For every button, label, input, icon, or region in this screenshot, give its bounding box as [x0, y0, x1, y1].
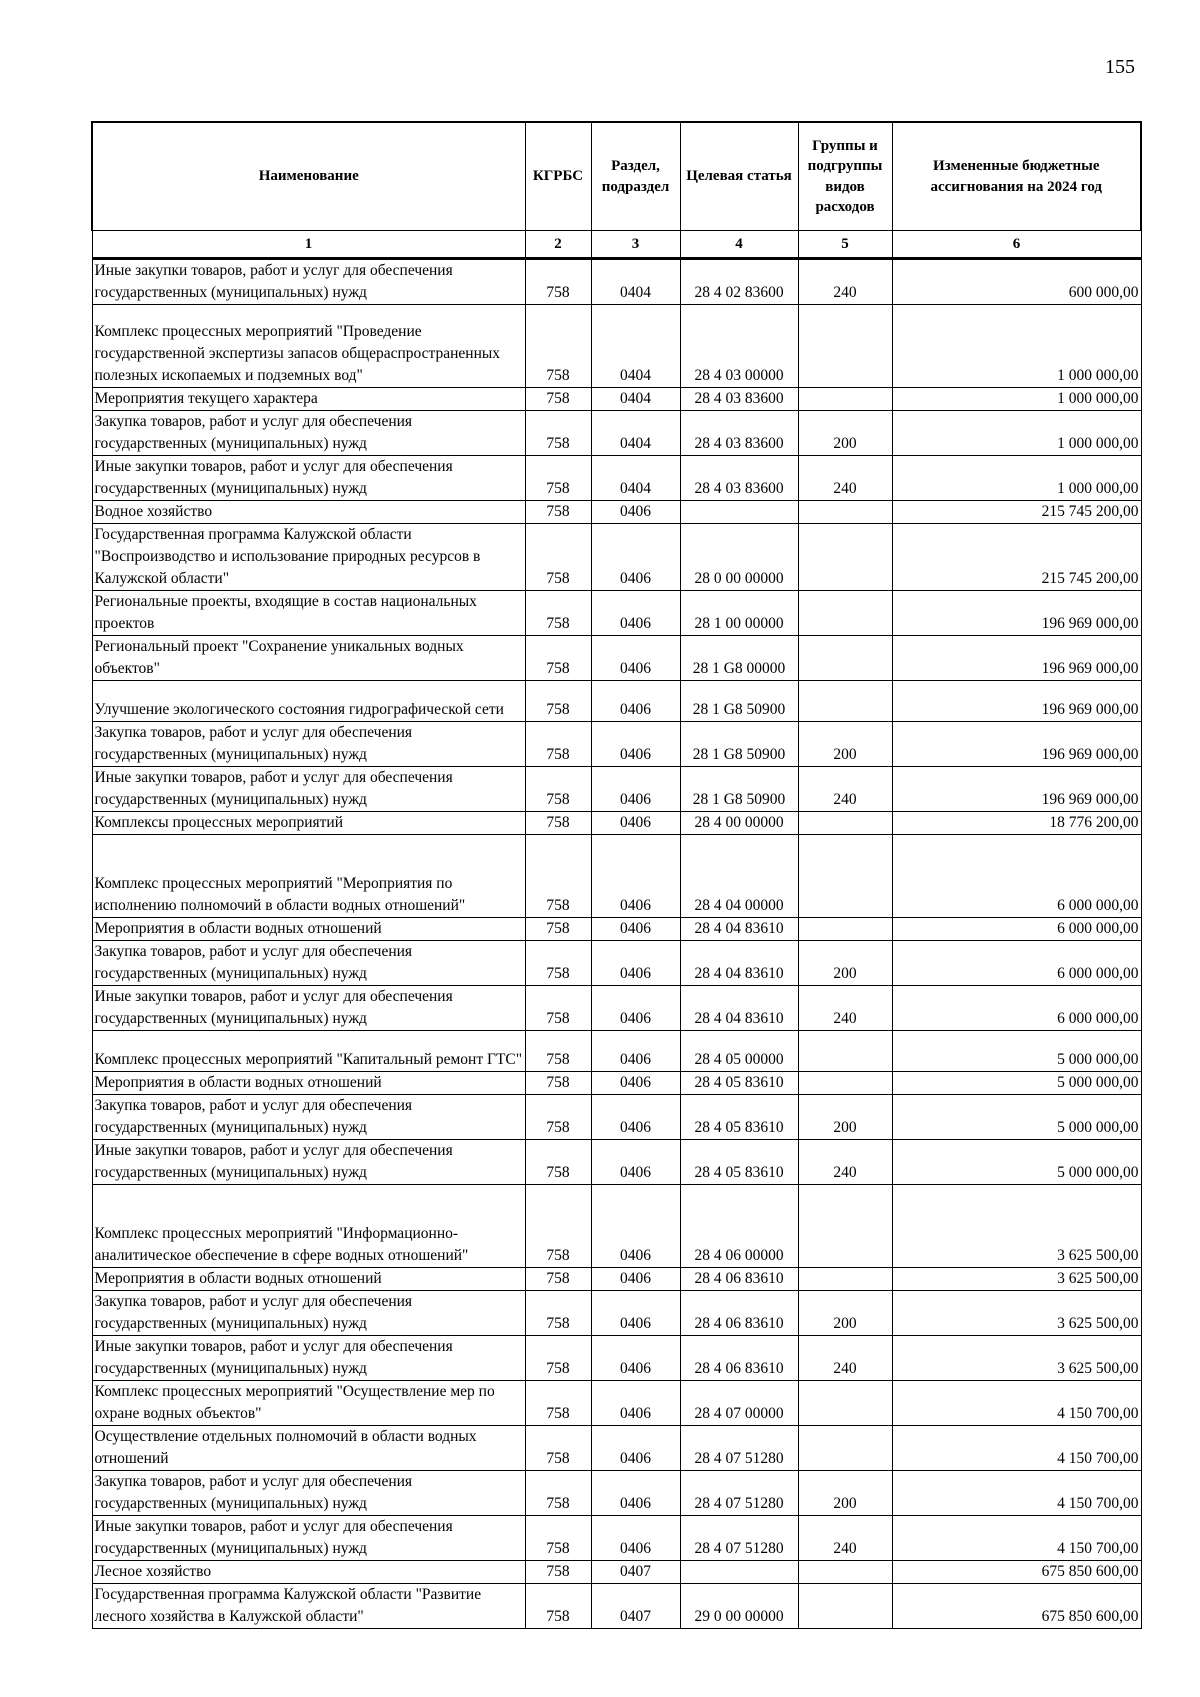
row-section: 0406 — [591, 1471, 680, 1516]
row-amount: 196 969 000,00 — [892, 767, 1141, 812]
row-target: 28 4 03 83600 — [680, 388, 798, 411]
row-name: Комплекс процессных мероприятий "Мероприятия по исполнению полномочий в области водных отношений" — [92, 835, 525, 918]
row-target: 28 4 04 83610 — [680, 986, 798, 1031]
column-number: 5 — [798, 231, 892, 259]
table-row — [92, 1584, 1141, 1629]
row-group — [798, 1561, 892, 1584]
row-amount: 5 000 000,00 — [892, 1140, 1141, 1185]
row-section: 0404 — [591, 456, 680, 501]
row-name: Закупка товаров, работ и услуг для обеспечения государственных (муниципальных) нужд — [92, 941, 525, 986]
row-kgrbs: 758 — [525, 767, 591, 812]
table-body — [92, 259, 1141, 1629]
row-name: Иные закупки товаров, работ и услуг для обеспечения государственных (муниципальных) нужд — [92, 767, 525, 812]
row-amount: 6 000 000,00 — [892, 941, 1141, 986]
row-section: 0406 — [591, 1381, 680, 1426]
row-section: 0406 — [591, 1516, 680, 1561]
row-section: 0404 — [591, 305, 680, 388]
row-name: Государственная программа Калужской области "Воспроизводство и использование природных ресурсов в Калужской области" — [92, 524, 525, 591]
row-name: Комплекс процессных мероприятий "Информационно-аналитическое обеспечение в сфере водных отношений" — [92, 1185, 525, 1268]
row-group — [798, 1072, 892, 1095]
row-section: 0406 — [591, 636, 680, 681]
row-name: Мероприятия в области водных отношений — [92, 1072, 525, 1095]
table-row — [92, 591, 1141, 636]
header-row — [92, 122, 1141, 231]
row-kgrbs: 758 — [525, 1185, 591, 1268]
row-amount: 4 150 700,00 — [892, 1471, 1141, 1516]
row-amount: 4 150 700,00 — [892, 1516, 1141, 1561]
row-target: 28 4 05 83610 — [680, 1072, 798, 1095]
row-amount: 4 150 700,00 — [892, 1381, 1141, 1426]
column-number: 6 — [892, 231, 1141, 259]
table-row — [92, 767, 1141, 812]
row-section: 0407 — [591, 1584, 680, 1629]
row-amount: 675 850 600,00 — [892, 1584, 1141, 1629]
row-name: Иные закупки товаров, работ и услуг для обеспечения государственных (муниципальных) нужд — [92, 1516, 525, 1561]
row-kgrbs: 758 — [525, 1095, 591, 1140]
row-group — [798, 524, 892, 591]
column-number: 2 — [525, 231, 591, 259]
row-kgrbs: 758 — [525, 1426, 591, 1471]
table-row — [92, 1471, 1141, 1516]
row-group — [798, 1584, 892, 1629]
row-target: 28 4 07 00000 — [680, 1381, 798, 1426]
row-group — [798, 1031, 892, 1072]
row-kgrbs: 758 — [525, 1140, 591, 1185]
row-name: Региональные проекты, входящие в состав национальных проектов — [92, 591, 525, 636]
row-name: Лесное хозяйство — [92, 1561, 525, 1584]
header-section: Раздел, подраздел — [591, 122, 680, 231]
row-kgrbs: 758 — [525, 1072, 591, 1095]
row-target: 28 4 07 51280 — [680, 1471, 798, 1516]
row-kgrbs: 758 — [525, 501, 591, 524]
row-amount: 1 000 000,00 — [892, 388, 1141, 411]
column-number: 4 — [680, 231, 798, 259]
row-section: 0406 — [591, 1426, 680, 1471]
row-amount: 18 776 200,00 — [892, 812, 1141, 835]
row-section: 0406 — [591, 986, 680, 1031]
row-amount: 196 969 000,00 — [892, 681, 1141, 722]
row-amount: 3 625 500,00 — [892, 1336, 1141, 1381]
row-amount: 196 969 000,00 — [892, 722, 1141, 767]
row-name: Мероприятия текущего характера — [92, 388, 525, 411]
row-section: 0406 — [591, 1185, 680, 1268]
table-row — [92, 1140, 1141, 1185]
row-group — [798, 1381, 892, 1426]
row-group — [798, 681, 892, 722]
row-name: Закупка товаров, работ и услуг для обеспечения государственных (муниципальных) нужд — [92, 1471, 525, 1516]
table-row — [92, 524, 1141, 591]
row-amount: 1 000 000,00 — [892, 305, 1141, 388]
table-row — [92, 986, 1141, 1031]
row-target — [680, 1561, 798, 1584]
row-target: 28 4 06 83610 — [680, 1291, 798, 1336]
row-name: Закупка товаров, работ и услуг для обеспечения государственных (муниципальных) нужд — [92, 411, 525, 456]
row-section: 0406 — [591, 812, 680, 835]
table-row — [92, 941, 1141, 986]
table-row — [92, 918, 1141, 941]
row-target: 28 4 03 83600 — [680, 411, 798, 456]
header-target: Целевая статья — [680, 122, 798, 231]
header-amount: Измененные бюджетные ассигнования на 2024 год — [892, 122, 1141, 231]
row-section: 0404 — [591, 259, 680, 305]
row-kgrbs: 758 — [525, 941, 591, 986]
row-group: 200 — [798, 722, 892, 767]
table-row — [92, 1336, 1141, 1381]
row-section: 0406 — [591, 1031, 680, 1072]
row-section: 0406 — [591, 1291, 680, 1336]
row-amount: 675 850 600,00 — [892, 1561, 1141, 1584]
header-groups: Группы и подгруппы видов расходов — [798, 122, 892, 231]
row-amount: 6 000 000,00 — [892, 835, 1141, 918]
row-name: Комплексы процессных мероприятий — [92, 812, 525, 835]
row-kgrbs: 758 — [525, 1584, 591, 1629]
row-target: 28 1 G8 50900 — [680, 767, 798, 812]
row-name: Иные закупки товаров, работ и услуг для обеспечения государственных (муниципальных) нужд — [92, 986, 525, 1031]
row-group — [798, 1185, 892, 1268]
column-number: 3 — [591, 231, 680, 259]
table-row — [92, 722, 1141, 767]
row-target — [680, 501, 798, 524]
table-row — [92, 1291, 1141, 1336]
row-amount: 5 000 000,00 — [892, 1072, 1141, 1095]
row-section: 0406 — [591, 835, 680, 918]
row-kgrbs: 758 — [525, 1336, 591, 1381]
row-target: 28 4 04 00000 — [680, 835, 798, 918]
row-group — [798, 636, 892, 681]
row-kgrbs: 758 — [525, 1561, 591, 1584]
row-section: 0406 — [591, 591, 680, 636]
row-name: Осуществление отдельных полномочий в области водных отношений — [92, 1426, 525, 1471]
column-number-row — [92, 231, 1141, 259]
row-section: 0406 — [591, 681, 680, 722]
row-amount: 1 000 000,00 — [892, 456, 1141, 501]
table-row — [92, 305, 1141, 388]
table-row — [92, 259, 1141, 305]
row-amount: 196 969 000,00 — [892, 636, 1141, 681]
row-group: 240 — [798, 456, 892, 501]
row-kgrbs: 758 — [525, 636, 591, 681]
row-group: 240 — [798, 1140, 892, 1185]
table-row — [92, 1426, 1141, 1471]
row-group: 240 — [798, 1336, 892, 1381]
budget-table — [91, 121, 1142, 1629]
row-group — [798, 388, 892, 411]
row-group: 240 — [798, 767, 892, 812]
row-name: Закупка товаров, работ и услуг для обеспечения государственных (муниципальных) нужд — [92, 1095, 525, 1140]
row-group: 200 — [798, 1471, 892, 1516]
row-kgrbs: 758 — [525, 986, 591, 1031]
row-target: 28 4 07 51280 — [680, 1426, 798, 1471]
header-kgrbs: КГРБС — [525, 122, 591, 231]
row-group — [798, 1268, 892, 1291]
row-kgrbs: 758 — [525, 835, 591, 918]
table-row — [92, 1031, 1141, 1072]
row-target: 28 4 06 83610 — [680, 1268, 798, 1291]
table-row — [92, 1095, 1141, 1140]
row-kgrbs: 758 — [525, 1381, 591, 1426]
row-name: Комплекс процессных мероприятий "Капитальный ремонт ГТС" — [92, 1031, 525, 1072]
row-amount: 3 625 500,00 — [892, 1185, 1141, 1268]
table-row — [92, 1516, 1141, 1561]
row-kgrbs: 758 — [525, 259, 591, 305]
row-group: 200 — [798, 941, 892, 986]
row-group — [798, 501, 892, 524]
row-target: 28 4 07 51280 — [680, 1516, 798, 1561]
row-amount: 215 745 200,00 — [892, 501, 1141, 524]
row-amount: 196 969 000,00 — [892, 591, 1141, 636]
table-row — [92, 1072, 1141, 1095]
row-section: 0406 — [591, 918, 680, 941]
row-target: 28 4 06 83610 — [680, 1336, 798, 1381]
header-name: Наименование — [92, 122, 525, 231]
row-name: Комплекс процессных мероприятий "Осуществление мер по охране водных объектов" — [92, 1381, 525, 1426]
table-row — [92, 411, 1141, 456]
row-group: 240 — [798, 986, 892, 1031]
row-section: 0406 — [591, 524, 680, 591]
row-target: 28 1 G8 00000 — [680, 636, 798, 681]
row-name: Закупка товаров, работ и услуг для обеспечения государственных (муниципальных) нужд — [92, 1291, 525, 1336]
row-section: 0406 — [591, 767, 680, 812]
table-row — [92, 1268, 1141, 1291]
table-row — [92, 456, 1141, 501]
row-target: 28 1 00 00000 — [680, 591, 798, 636]
row-target: 28 4 05 83610 — [680, 1095, 798, 1140]
row-group — [798, 591, 892, 636]
row-section: 0406 — [591, 1072, 680, 1095]
table-row — [92, 388, 1141, 411]
row-group — [798, 835, 892, 918]
row-group: 200 — [798, 1291, 892, 1336]
row-name: Улучшение экологического состояния гидрографической сети — [92, 681, 525, 722]
row-target: 28 1 G8 50900 — [680, 681, 798, 722]
column-number: 1 — [92, 231, 525, 259]
table-row — [92, 835, 1141, 918]
row-kgrbs: 758 — [525, 722, 591, 767]
row-kgrbs: 758 — [525, 388, 591, 411]
row-group: 240 — [798, 1516, 892, 1561]
row-kgrbs: 758 — [525, 918, 591, 941]
row-kgrbs: 758 — [525, 1516, 591, 1561]
row-target: 28 4 04 83610 — [680, 941, 798, 986]
row-amount: 3 625 500,00 — [892, 1268, 1141, 1291]
page-number: 155 — [1105, 56, 1135, 78]
row-amount: 600 000,00 — [892, 259, 1141, 305]
row-amount: 6 000 000,00 — [892, 918, 1141, 941]
row-amount: 4 150 700,00 — [892, 1426, 1141, 1471]
table-row — [92, 1561, 1141, 1584]
row-section: 0406 — [591, 1095, 680, 1140]
row-kgrbs: 758 — [525, 411, 591, 456]
row-name: Закупка товаров, работ и услуг для обеспечения государственных (муниципальных) нужд — [92, 722, 525, 767]
row-section: 0406 — [591, 1140, 680, 1185]
row-amount: 215 745 200,00 — [892, 524, 1141, 591]
row-name: Комплекс процессных мероприятий "Проведение государственной экспертизы запасов общераспространенных полезных ископаемых и подземных вод" — [92, 305, 525, 388]
row-name: Мероприятия в области водных отношений — [92, 1268, 525, 1291]
row-kgrbs: 758 — [525, 305, 591, 388]
row-kgrbs: 758 — [525, 681, 591, 722]
row-group — [798, 1426, 892, 1471]
table-row — [92, 1381, 1141, 1426]
row-target: 28 4 03 00000 — [680, 305, 798, 388]
row-name: Иные закупки товаров, работ и услуг для обеспечения государственных (муниципальных) нужд — [92, 1140, 525, 1185]
table-row — [92, 1185, 1141, 1268]
row-group — [798, 918, 892, 941]
row-section: 0406 — [591, 722, 680, 767]
table-row — [92, 681, 1141, 722]
row-target: 28 4 05 83610 — [680, 1140, 798, 1185]
row-kgrbs: 758 — [525, 524, 591, 591]
row-target: 29 0 00 00000 — [680, 1584, 798, 1629]
row-group: 240 — [798, 259, 892, 305]
row-section: 0404 — [591, 388, 680, 411]
row-amount: 5 000 000,00 — [892, 1031, 1141, 1072]
row-kgrbs: 758 — [525, 1031, 591, 1072]
row-name: Государственная программа Калужской области "Развитие лесного хозяйства в Калужской области" — [92, 1584, 525, 1629]
row-name: Региональный проект "Сохранение уникальных водных объектов" — [92, 636, 525, 681]
row-kgrbs: 758 — [525, 456, 591, 501]
row-target: 28 4 03 83600 — [680, 456, 798, 501]
row-target: 28 4 02 83600 — [680, 259, 798, 305]
row-target: 28 0 00 00000 — [680, 524, 798, 591]
row-amount: 5 000 000,00 — [892, 1095, 1141, 1140]
row-name: Иные закупки товаров, работ и услуг для обеспечения государственных (муниципальных) нужд — [92, 1336, 525, 1381]
row-section: 0406 — [591, 1268, 680, 1291]
row-target: 28 4 06 00000 — [680, 1185, 798, 1268]
row-kgrbs: 758 — [525, 591, 591, 636]
row-section: 0406 — [591, 941, 680, 986]
row-target: 28 4 00 00000 — [680, 812, 798, 835]
table-row — [92, 636, 1141, 681]
row-amount: 3 625 500,00 — [892, 1291, 1141, 1336]
row-section: 0404 — [591, 411, 680, 456]
row-group: 200 — [798, 1095, 892, 1140]
table-row — [92, 501, 1141, 524]
row-name: Водное хозяйство — [92, 501, 525, 524]
row-section: 0406 — [591, 501, 680, 524]
row-section: 0407 — [591, 1561, 680, 1584]
row-amount: 1 000 000,00 — [892, 411, 1141, 456]
row-name: Иные закупки товаров, работ и услуг для обеспечения государственных (муниципальных) нужд — [92, 259, 525, 305]
row-name: Иные закупки товаров, работ и услуг для обеспечения государственных (муниципальных) нужд — [92, 456, 525, 501]
row-kgrbs: 758 — [525, 1268, 591, 1291]
row-group — [798, 305, 892, 388]
row-kgrbs: 758 — [525, 1471, 591, 1516]
row-target: 28 1 G8 50900 — [680, 722, 798, 767]
row-amount: 6 000 000,00 — [892, 986, 1141, 1031]
row-group — [798, 812, 892, 835]
row-name: Мероприятия в области водных отношений — [92, 918, 525, 941]
row-target: 28 4 04 83610 — [680, 918, 798, 941]
row-target: 28 4 05 00000 — [680, 1031, 798, 1072]
row-group: 200 — [798, 411, 892, 456]
row-kgrbs: 758 — [525, 1291, 591, 1336]
table-row — [92, 812, 1141, 835]
row-section: 0406 — [591, 1336, 680, 1381]
row-kgrbs: 758 — [525, 812, 591, 835]
